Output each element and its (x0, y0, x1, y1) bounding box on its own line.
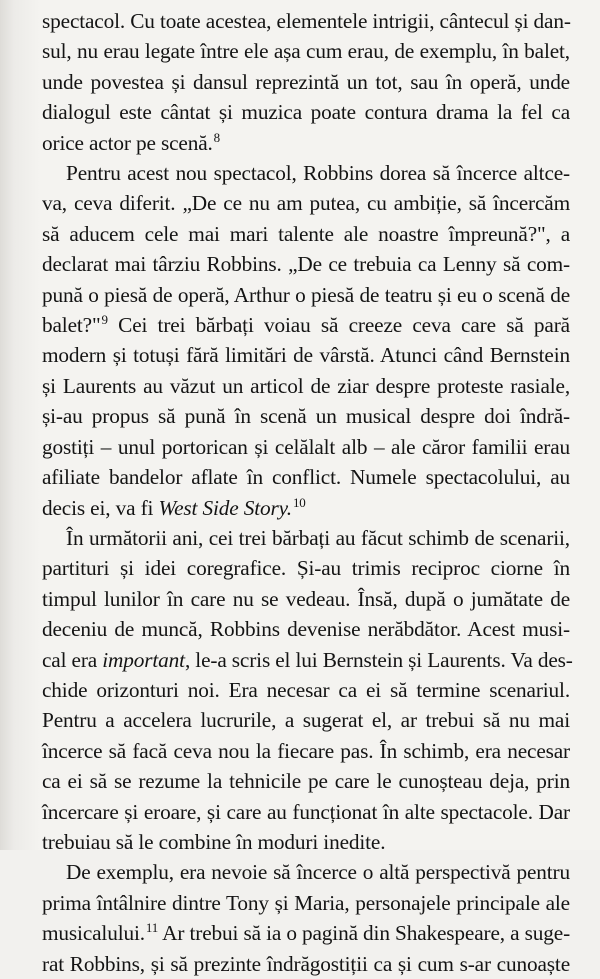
text-line-last (42, 493, 570, 523)
text-line: încerce să facă ceva nou la fiecare pas. În schimb, era necesar (42, 738, 570, 763)
text-line: modern și totuși fără limitări de vârstă. Atunci când Bernstein (42, 343, 570, 368)
text-line: și Laurents au văzut un articol de ziar despre proteste rasiale, (42, 373, 570, 398)
italic-title: West Side Story. (158, 495, 292, 520)
footnote-ref: 9 (101, 312, 108, 328)
text-line: De exemplu, era nevoie să încerce o altă perspectivă pentru (66, 860, 570, 885)
text-segment: decis ei, va fi (42, 495, 154, 520)
text-line-last: trebuiau să le combine în moduri inedite. (42, 829, 386, 854)
text-line: timpul lunilor în care nu se vedeau. Însă, după o jumătate de (42, 586, 570, 611)
footnote-ref: 11 (145, 920, 159, 936)
text-line: gostiți – unul portorican și celălalt alb – ale căror familii erau (42, 434, 570, 459)
text-line: În următorii ani, cei trei bărbați au făcut schimb de scenarii, (66, 525, 570, 550)
text-line: sul, nu erau legate între ele așa cum erau, de exemplu, în balet, (42, 39, 570, 64)
text-line: chide orizonturi noi. Era necesar ca ei să termine scenariul. (42, 677, 570, 702)
text-line (42, 645, 573, 675)
text-line (42, 918, 570, 948)
text-line: Pentru acest nou spectacol, Robbins dorea să încerce altce- (66, 161, 570, 186)
text-segment: cal era (42, 647, 98, 672)
text-segment: Cei trei bărbați voiau să creeze ceva care să pară (118, 313, 570, 338)
text-line: partituri și idei coregrafice. Și-au trimis reciproc ciorne în (42, 556, 570, 581)
text-line: ca ei să se rezume la tehnicile pe care le cunoșteau deja, prin (42, 769, 570, 794)
footnote-ref: 8 (213, 129, 221, 145)
text-line (42, 310, 570, 340)
paragraph-3 (42, 523, 573, 857)
text-line: va, ceva diferit. „De ce nu am putea, cu ambiție, să încercăm (42, 191, 570, 216)
text-line: să aducem cele mai mari talente ale noastre împreună?", a (42, 221, 570, 246)
text-line: pună o piesă de operă, Arthur o piesă de teatru și eu o scenă de (42, 282, 570, 307)
text-line: unde povestea și dansul reprezintă un tot, sau în operă, unde (42, 69, 570, 94)
text-segment: balet?" (42, 313, 101, 338)
text-line: încercare și eroare, și care au funcționat în alte spectacole. Dar (42, 799, 570, 824)
text-line: declarat mai târziu Robbins. „De ce trebuia ca Lenny să com- (42, 252, 570, 277)
text-line: Pentru a accelera lucrurile, a sugerat el, ar trebui să nu mai (42, 708, 570, 733)
footnote-ref: 10 (292, 494, 306, 510)
text-segment: Ar trebui să ia o pagină din Shakespeare, a suge- (162, 921, 571, 946)
text-line: rat Robbins, și să prezinte îndrăgostiții ca și cum s-ar cunoaște (42, 951, 570, 976)
text-segment: musicalului. (42, 921, 145, 946)
text-line: dialogul este cântat și muzica poate contura drama la fel ca (42, 100, 570, 125)
paragraph-4 (42, 857, 570, 979)
text-line-last (42, 128, 570, 158)
italic-emphasis: important (102, 647, 185, 672)
text-line: deceniu de muncă, Robbins devenise nerăbdător. Acest musi- (42, 617, 570, 642)
text-line: spectacol. Cu toate acestea, elementele intrigii, cântecul și dan- (42, 9, 571, 33)
text-segment: , le-a scris el lui Bernstein și Laurents. Va des- (184, 647, 573, 672)
text-line: și-au propus să pună în scenă un musical despre doi îndră- (42, 404, 570, 429)
text-segment: orice actor pe scenă. (42, 130, 213, 155)
paragraph-2 (42, 158, 570, 523)
text-line: prima întâlnire dintre Tony și Maria, personajele principale ale (42, 890, 570, 915)
text-line: afiliate bandelor aflate în conflict. Numele spectacolului, au (42, 465, 570, 490)
paragraph-1 (42, 6, 570, 158)
